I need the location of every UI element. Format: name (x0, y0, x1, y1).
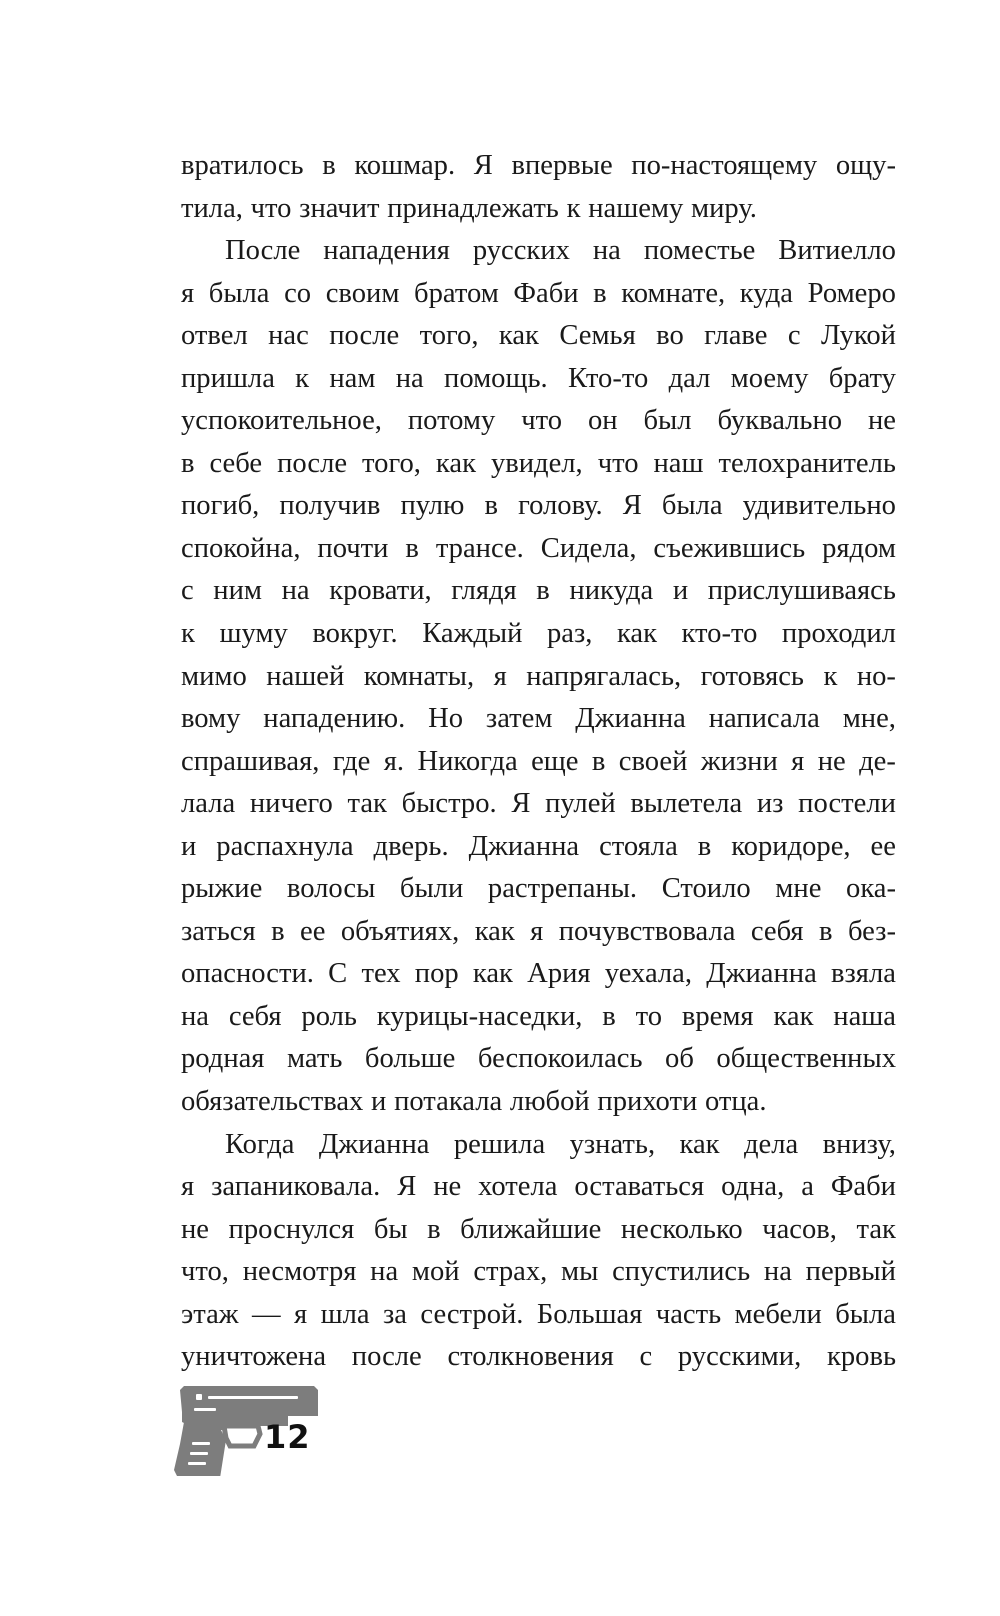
text-line: тила, что значит принадлежать к нашему миру. (181, 192, 757, 224)
text-line: к шуму вокруг. Каждый раз, как кто-то проходил (181, 618, 896, 650)
text-line: успокоительное, потому что он был буквально не (181, 405, 896, 437)
page-footer (168, 1386, 348, 1476)
page-text (181, 145, 896, 1379)
text-line: заться в ее объятиях, как я почувствовала себя в без- (181, 915, 896, 947)
text-line: пришла к нам на помощь. Кто-то дал моему брату (181, 362, 896, 394)
text-line: в себе после того, как увидел, что наш телохранитель (181, 447, 896, 479)
text-line: погиб, получив пулю в голову. Я была удивительно (181, 490, 896, 522)
text-line: уничтожена после столкновения с русскими, кровь (181, 1341, 896, 1373)
text-line: спокойна, почти в трансе. Сидела, съежившись рядом (181, 532, 896, 564)
text-line: я была со своим братом Фаби в комнате, куда Ромеро (181, 277, 896, 309)
text-line: мимо нашей комнаты, я напрягалась, готовясь к но- (181, 660, 896, 692)
text-line: Когда Джианна решила узнать, как дела внизу, (225, 1128, 896, 1160)
text-line: я запаниковала. Я не хотела оставаться одна, а Фаби (181, 1171, 896, 1203)
text-line: этаж — я шла за сестрой. Большая часть мебели была (181, 1298, 896, 1330)
text-line: опасности. С тех пор как Ария уехала, Джианна взяла (181, 958, 896, 990)
text-line: на себя роль курицы-наседки, в то время как наша (181, 1000, 896, 1032)
text-line: обязательствах и потакала любой прихоти отца. (181, 1086, 767, 1118)
text-line: родная мать больше беспокоилась об общественных (181, 1043, 896, 1075)
text-line: вратилось в кошмар. Я впервые по-настоящему ощу- (181, 150, 896, 181)
text-line: отвел нас после того, как Семья во главе с Лукой (181, 320, 896, 352)
text-line: лала ничего так быстро. Я пулей вылетела из постели (181, 788, 896, 820)
text-line: спрашивая, где я. Никогда еще в своей жизни я не де- (181, 745, 896, 777)
text-line: и распахнула дверь. Джианна стояла в коридоре, ее (181, 830, 896, 862)
page-number: 12 (264, 1418, 311, 1456)
text-line: вому нападению. Но затем Джианна написала мне, (181, 703, 896, 735)
text-line: с ним на кровати, глядя в никуда и прислушиваясь (181, 575, 896, 607)
text-line: не проснулся бы в ближайшие несколько часов, так (181, 1213, 896, 1245)
text-line: что, несмотря на мой страх, мы спустились на первый (181, 1256, 896, 1288)
text-line: После нападения русских на поместье Витиелло (225, 235, 896, 267)
text-line: рыжие волосы были растрепаны. Стоило мне ока- (181, 873, 896, 905)
